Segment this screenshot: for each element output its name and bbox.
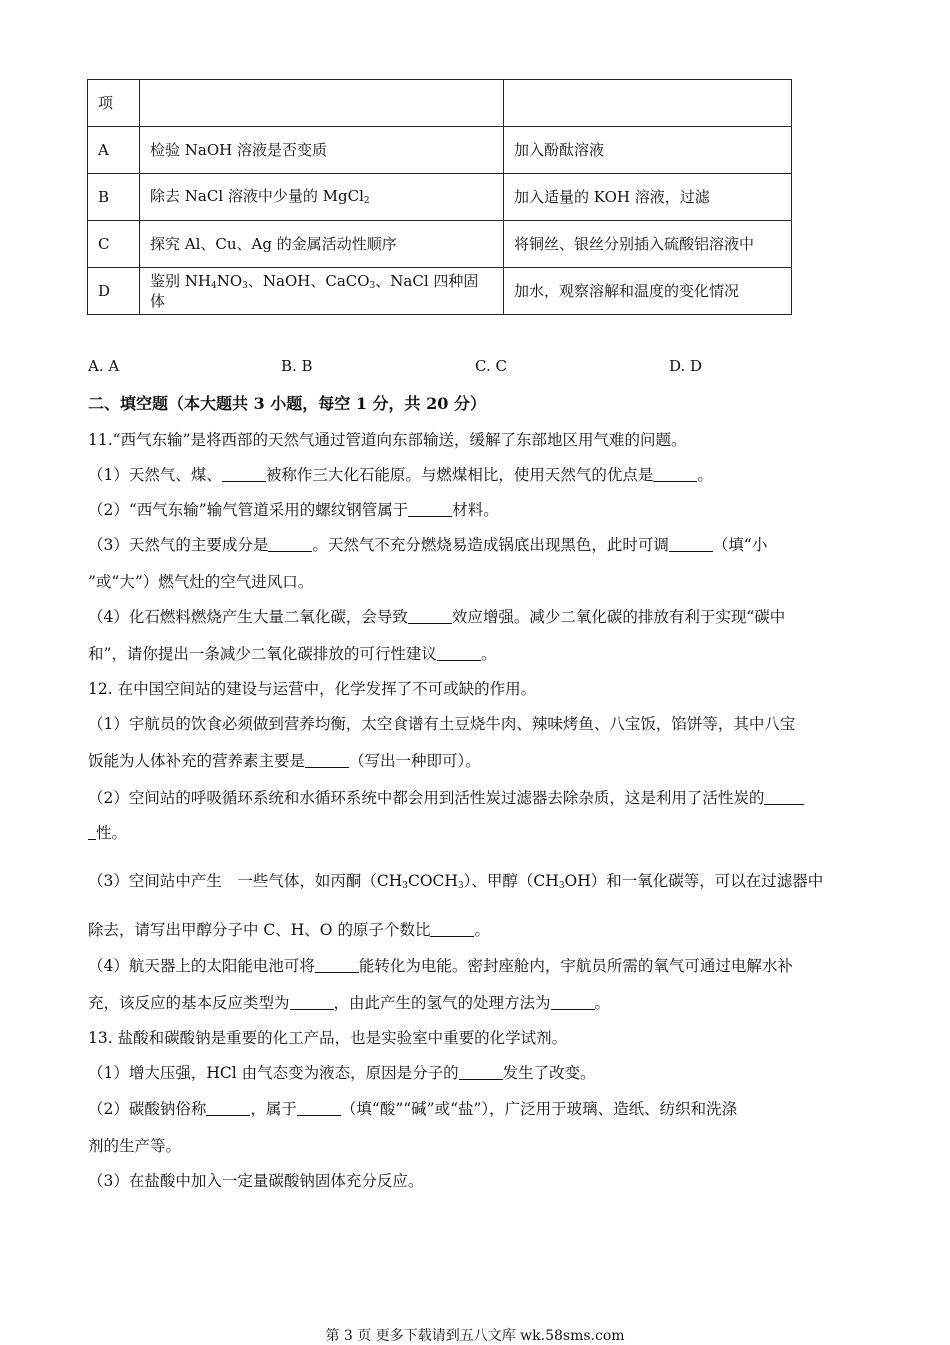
q11-part-4: （4）化石燃料燃烧产生大量二氧化碳，会导致 效应增强。减少二氧化碳的排放有利于实现“碳中	[88, 608, 786, 626]
question-12-stem: 12. 在中国空间站的建设与运营中，化学发挥了不可或缺的作用。	[88, 680, 537, 698]
method-cell: 将铜丝、银丝分别插入硫酸铝溶液中	[504, 221, 792, 268]
q11-part-4-cont: 和”，请你提出一条减少二氧化碳排放的可行性建议 。	[88, 645, 497, 663]
method-cell: 加水，观察溶解和温度的变化情况	[504, 268, 792, 315]
question-13-stem: 13. 盐酸和碳酸钠是重要的化工产品，也是实验室中重要的化学试剂。	[88, 1029, 568, 1047]
method-cell: 加入适量的 KOH 溶液，过滤	[504, 174, 792, 221]
row-label: A	[88, 127, 140, 174]
q12-part-4: （4）航天器上的太阳能电池可将 能转化为电能。密封座舱内，宇航员所需的氧气可通过电解水补	[88, 957, 793, 975]
option-c: C. C	[475, 357, 507, 375]
row-label: C	[88, 221, 140, 268]
table-row	[88, 221, 792, 268]
option-d: D. D	[669, 357, 703, 375]
row-label: D	[88, 268, 140, 315]
purpose-cell: 鉴别 $NH_4NO_3$、NaOH、CaCO$_3$、NaCl 四种固体	[140, 268, 504, 315]
q11-part-2: （2）“西气东输”输气管道采用的螺纹钢管属于 材料。	[88, 501, 499, 519]
q13-part-2: （2）碳酸钠俗称 ，属于 （填“酸”“碱”或“盐”），广泛用于玻璃、造纸、纺织和洗涤	[88, 1100, 738, 1118]
q12-part-3: （3）空间站中产生 一些气体，如丙酮$(CH_3COCH_3)$、甲醇$(CH_3OH)$和一氧化碳等，可以在过滤器中	[88, 872, 824, 891]
q11-part-3: （3）天然气的主要成分是 。天然气不充分燃烧易造成锅底出现黑色，此时可调 （填“小	[88, 536, 768, 554]
question-10-table	[87, 79, 792, 315]
q12-part-2: （2）空间站的呼吸循环系统和水循环系统中都会用到活性炭过滤器去除杂质，这是利用了活性炭的	[88, 786, 804, 808]
q12-part-1-cont: 饭能为人体补充的营养素主要是 （写出一种即可）。	[88, 752, 481, 770]
q12-part-4-cont: 充，该反应的基本反应类型为 ，由此产生的氢气的处理方法为 。	[88, 994, 611, 1012]
table-row	[88, 80, 792, 127]
purpose-cell: 检验 NaOH 溶液是否变质	[140, 127, 504, 174]
option-b: B. B	[281, 357, 313, 375]
row-label: 项	[88, 80, 140, 127]
q11-part-1: （1）天然气、煤、 被称作三大化石能原。与燃煤相比，使用天然气的优点是 。	[88, 466, 713, 484]
q11-part-3-cont: ”或“大”）燃气灶的空气进风口。	[88, 573, 314, 591]
option-a: A. A	[88, 357, 120, 375]
q13-part-2-cont: 剂的生产等。	[88, 1137, 182, 1155]
question-11-stem: 11.“西气东输”是将西部的天然气通过管道向东部输送，缓解了东部地区用气难的问题。	[88, 431, 687, 449]
purpose-cell: 探究 Al、Cu、Ag 的金属活动性顺序	[140, 221, 504, 268]
q13-part-1: （1）增大压强，HCl 由气态变为液态，原因是分子的 发生了改变。	[88, 1064, 596, 1082]
section-heading: 二、填空题（本大题共 3 小题，每空 1 分，共 20 分）	[88, 394, 486, 413]
q13-part-3: （3）在盐酸中加入一定量碳酸钠固体充分反应。	[88, 1172, 424, 1190]
q12-part-2-cont: 性。	[88, 821, 127, 843]
table-row	[88, 174, 792, 221]
purpose-cell	[140, 80, 504, 127]
table-row	[88, 127, 792, 174]
method-cell: 加入酚酞溶液	[504, 127, 792, 174]
table-row	[88, 268, 792, 315]
row-label: B	[88, 174, 140, 221]
page-footer: 第 3 页 更多下载请到五八文库 wk.58sms.com	[325, 1328, 625, 1344]
q12-part-1: （1）宇航员的饮食必须做到营养均衡，太空食谱有土豆烧牛肉、辣味烤鱼、八宝饭，馅饼等，其中八宝	[88, 715, 796, 733]
method-cell	[504, 80, 792, 127]
q12-part-3-cont: 除去，请写出甲醇分子中 C、H、O 的原子个数比 。	[88, 921, 490, 939]
purpose-cell: 除去 NaCl 溶液中少量的 MgCl$_2$	[140, 174, 504, 221]
